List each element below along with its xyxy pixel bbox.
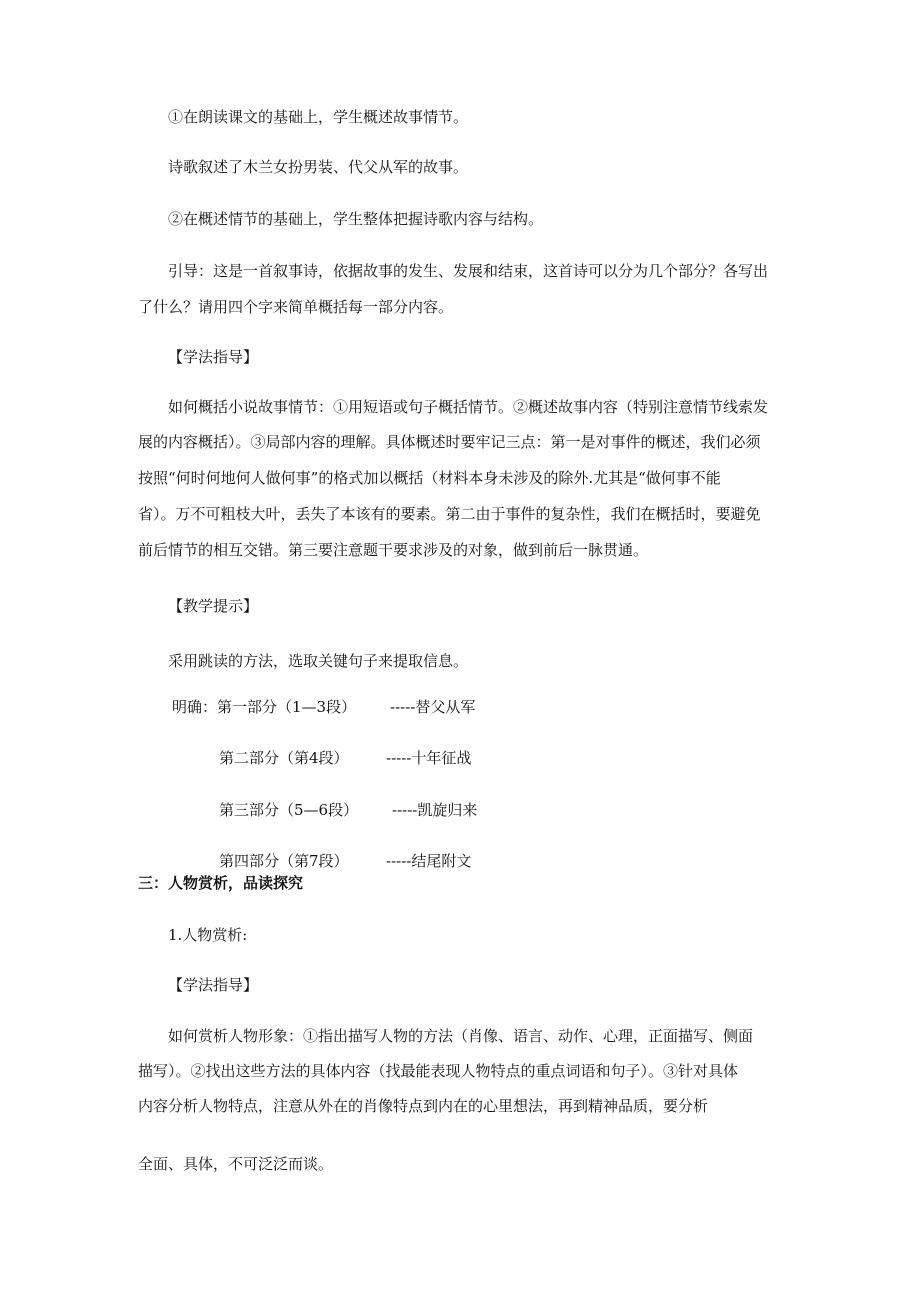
paragraph-line: 展的内容概括）。③局部内容的理解。具体概述时要牢记三点：第一是对事件的概述，我们必须 (138, 433, 761, 451)
structure-part: 第三部分（5—6段） (219, 801, 359, 819)
paragraph-line: 内容分析人物特点，注意从外在的肖像特点到内在的心里想法，再到精神品质，要分析 (138, 1097, 709, 1115)
paragraph-line: 1.人物赏析: (168, 926, 248, 944)
structure-summary: -----结尾附文 (386, 852, 472, 870)
paragraph-line: 前后情节的相互交错。第三要注意题干要求涉及的对象，做到前后一脉贯通。 (138, 541, 649, 559)
structure-part: 第四部分（第7段） (219, 852, 349, 870)
structure-summary: -----凯旋归来 (392, 801, 478, 819)
structure-summary: -----十年征战 (386, 749, 472, 767)
paragraph-line: ①在朗读课文的基础上，学生概述故事情节。 (168, 108, 469, 126)
structure-summary: -----替父从军 (390, 698, 476, 716)
paragraph-line: 如何赏析人物形象：①指出描写人物的方法（肖像、语言、动作、心理，正面描写、侧面 (168, 1027, 754, 1045)
subheading-study-method: 【学法指导】 (168, 348, 259, 366)
subheading-study-method: 【学法指导】 (168, 976, 259, 994)
paragraph-line: 了什么？请用四个字来简单概括每一部分内容。 (138, 298, 454, 316)
paragraph-line: 按照“何时何地何人做何事”的格式加以概括（材料本身未涉及的除外.尤其是“做何事不能 (138, 469, 721, 487)
paragraph-line: 描写）。②找出这些方法的具体内容（找最能表现人物特点的重点词语和句子）。③针对具体 (138, 1062, 739, 1080)
paragraph-line: 如何概括小说故事情节：①用短语或句子概括情节。②概述故事内容（特别注意情节线索发 (168, 398, 769, 416)
paragraph-line: 全面、具体，不可泛泛而谈。 (138, 1155, 334, 1173)
paragraph-line: 采用跳读的方法，选取关键句子来提取信息。 (168, 652, 469, 670)
paragraph-line: 省）。万不可粗枝大叶，丢失了本该有的要素。第二由于事件的复杂性，我们在概括时，要避免 (138, 505, 761, 523)
subheading-teaching-tips: 【教学提示】 (168, 597, 259, 615)
paragraph-line: 诗歌叙述了木兰女扮男装、代父从军的故事。 (168, 158, 469, 176)
section-heading: 三：人物赏析，品读探究 (138, 874, 304, 892)
structure-part: 第二部分（第4段） (219, 749, 349, 767)
structure-part: 明确：第一部分（1—3段） (172, 698, 357, 716)
paragraph-line: 引导：这是一首叙事诗，依据故事的发生、发展和结束，这首诗可以分为几个部分？各写出 (168, 262, 769, 280)
paragraph-line: ②在概述情节的基础上，学生整体把握诗歌内容与结构。 (168, 210, 544, 228)
